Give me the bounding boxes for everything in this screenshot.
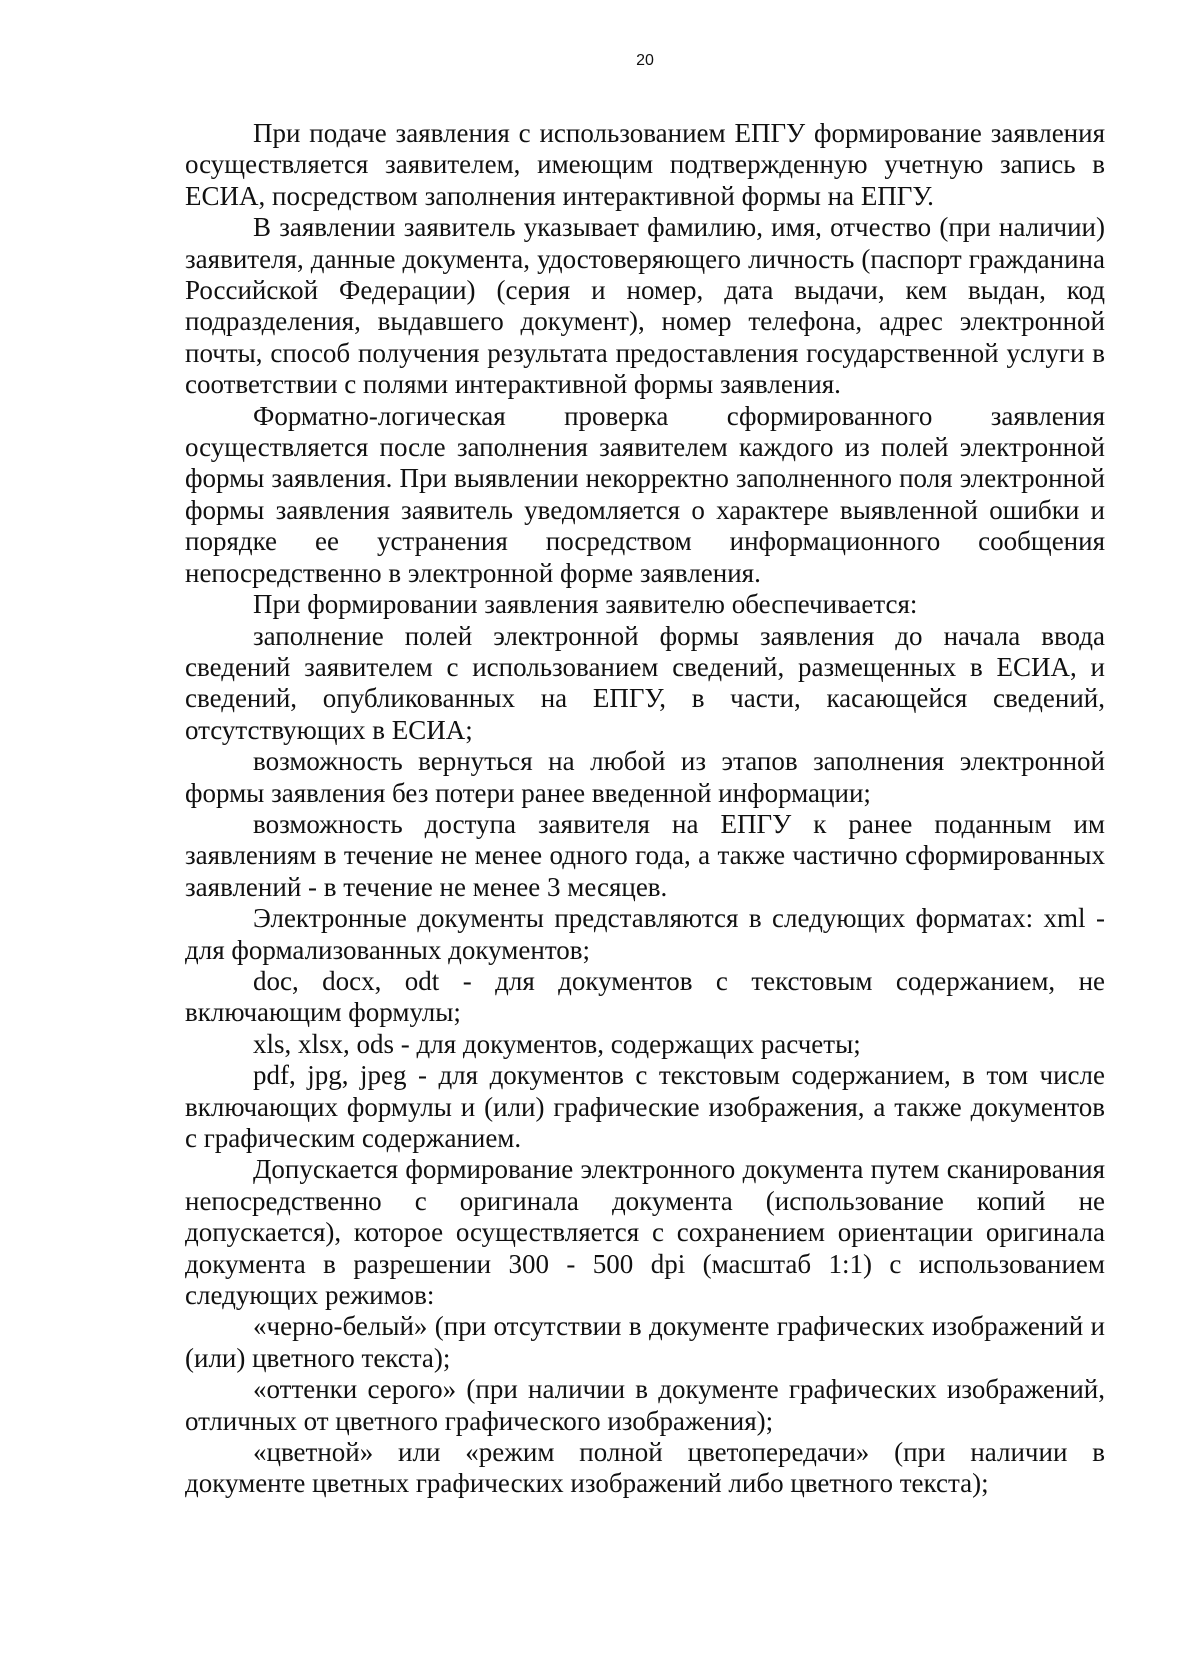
paragraph: Электронные документы представляются в следующих форматах: xml - для формализованных документов; (185, 903, 1105, 965)
paragraph: «цветной» или «режим полной цветопередачи» (при наличии в документе цветных графических изображений либо цветного текста); (185, 1437, 1105, 1499)
paragraph: pdf, jpg, jpeg - для документов с текстовым содержанием, в том числе включающих формулы и (или) графические изображения, а также документов с графическим содержанием. (185, 1060, 1105, 1153)
paragraph: возможность вернуться на любой из этапов заполнения электронной формы заявления без потери ранее введенной информации; (185, 746, 1105, 808)
paragraph: В заявлении заявитель указывает фамилию, имя, отчество (при наличии) заявителя, данные документа, удостоверяющего личность (паспорт гражданина Российской Федерации) (серия и номер, дата выдачи, кем выдан, код подразделения, выдавшего документ), номер телефона, адрес электронной почты, способ получения результата предоставления государственной услуги в соответствии с полями интерактивной формы заявления. (185, 212, 1105, 400)
page-body (185, 118, 1105, 1500)
paragraph: xls, xlsx, ods - для документов, содержащих расчеты; (253, 1028, 861, 1059)
paragraph: возможность доступа заявителя на ЕПГУ к ранее поданным им заявлениям в течение не менее одного года, а также частично сформированных заявлений - в течение не менее 3 месяцев. (185, 808, 1105, 902)
paragraph: «черно-белый» (при отсутствии в документе графических изображений и (или) цветного текста); (185, 1311, 1105, 1373)
paragraph: При формировании заявления заявителю обеспечивается: (253, 589, 918, 620)
paragraph: doc, docx, odt - для документов с текстовым содержанием, не включающим формулы; (185, 965, 1105, 1028)
page-number: 20 (636, 52, 654, 69)
paragraph: Форматно-логическая проверка сформированного заявления осуществляется после заполнения заявителем каждого из полей электронной формы заявления. При выявлении некорректно заполненного поля электронной формы заявления заявитель уведомляется о характере выявленной ошибки и порядке ее устранения посредством информационного сообщения непосредственно в электронной форме заявления. (185, 400, 1105, 588)
paragraph: Допускается формирование электронного документа путем сканирования непосредственно с оригинала документа (использование копий не допускается), которое осуществляется с сохранением ориентации оригинала документа в разрешении 300 - 500 dpi (масштаб 1:1) с использованием следующих режимов: (185, 1154, 1105, 1311)
paragraph: «оттенки серого» (при наличии в документе графических изображений, отличных от цветного графического изображения); (185, 1374, 1105, 1436)
paragraph: При подаче заявления с использованием ЕПГУ формирование заявления осуществляется заявителем, имеющим подтвержденную учетную запись в ЕСИА, посредством заполнения интерактивной формы на ЕПГУ. (185, 118, 1105, 211)
paragraph: заполнение полей электронной формы заявления до начала ввода сведений заявителем с использованием сведений, размещенных в ЕСИА, и сведений, опубликованных на ЕПГУ, в части, касающейся сведений, отсутствующих в ЕСИА; (185, 620, 1105, 745)
